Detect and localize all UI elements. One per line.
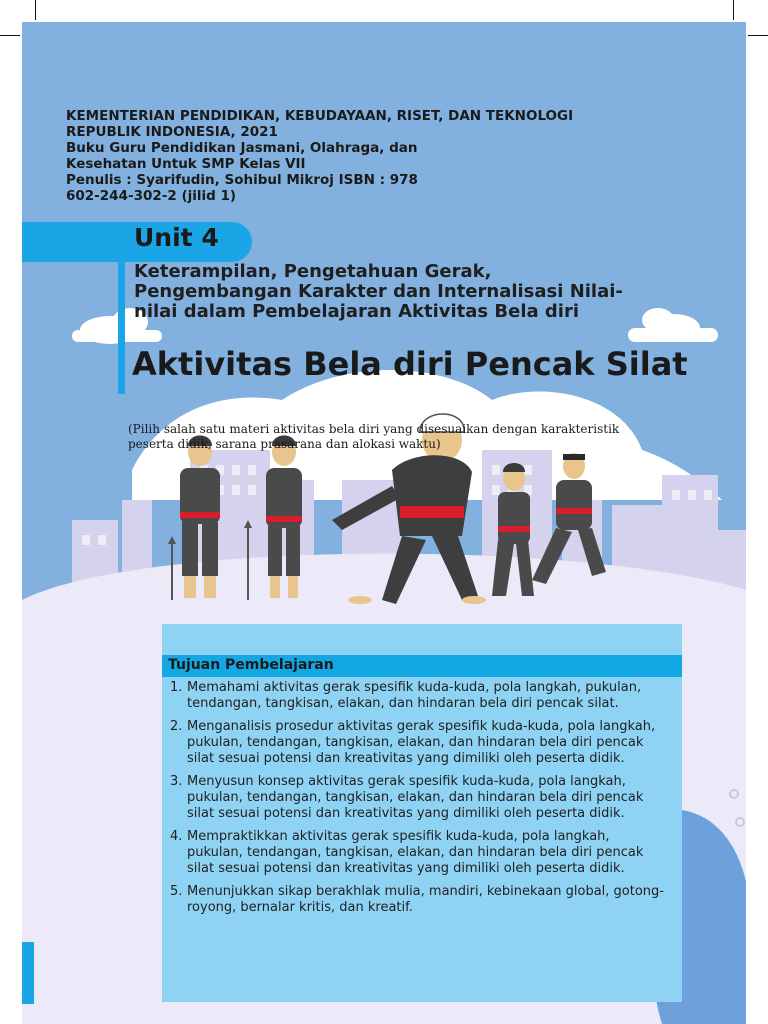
objectives-heading: Tujuan Pembelajaran: [168, 657, 334, 673]
publication-info-line: 602-244-302-2 (jilid 1): [66, 188, 237, 204]
crop-mark: [748, 35, 768, 36]
list-item-text: Mempraktikkan aktivitas gerak spesifik kuda-kuda, pola langkah, pukulan, tendangan, tangkisan, elakan, dan hindaran bela diri pencak silat sesuai potensi dan kreativitas yang dimiliki oleh peserta didik.: [187, 829, 644, 876]
unit-label: Unit 4: [134, 223, 219, 252]
list-item: [170, 884, 666, 916]
list-item-number: 3.: [170, 774, 183, 789]
crop-mark: [0, 35, 20, 36]
list-item-number: 1.: [170, 680, 183, 695]
side-accent-bar: [22, 942, 34, 1004]
list-item: [170, 719, 666, 767]
publication-info-line: KEMENTERIAN PENDIDIKAN, KEBUDAYAAN, RISET, DAN TEKNOLOGI: [66, 108, 574, 124]
list-item-text: Menyusun konsep aktivitas gerak spesifik kuda-kuda, pola langkah, pukulan, tendangan, tangkisan, elakan, dan hindaran bela diri pencak silat sesuai potensi dan kreativitas yang dimiliki oleh peserta didik.: [187, 774, 644, 821]
list-item: [170, 680, 666, 712]
publication-info-line: Buku Guru Pendidikan Jasmani, Olahraga, dan: [66, 140, 418, 156]
unit-subtitle: Keterampilan, Pengetahuan Gerak, Pengembangan Karakter dan Internalisasi Nilai-nilai dalam Pembelajaran Aktivitas Bela diri: [134, 261, 623, 322]
chapter-note: (Pilih salah satu materi aktivitas bela diri yang disesuaikan dengan karakteristik peserta didik, sarana prasarana dan alokasi waktu): [128, 422, 620, 451]
list-item-number: 2.: [170, 719, 183, 734]
publication-info: [66, 108, 626, 204]
list-item-text: Memahami aktivitas gerak spesifik kuda-kuda, pola langkah, pukulan, tendangan, tangkisan, elakan, dan hindaran bela diri pencak silat.: [187, 680, 642, 711]
objectives-list: [170, 680, 666, 923]
accent-bar: [118, 262, 125, 394]
list-item: [170, 829, 666, 877]
list-item-text: Menganalisis prosedur aktivitas gerak spesifik kuda-kuda, pola langkah, pukulan, tendangan, tangkisan, elakan, dan hindaran bela diri pencak silat sesuai potensi dan kreativitas yang dimiliki oleh peserta didik.: [187, 719, 656, 766]
publication-info-line: REPUBLIK INDONESIA, 2021: [66, 124, 278, 140]
chapter-title: Aktivitas Bela diri Pencak Silat: [132, 345, 688, 383]
list-item: [170, 774, 666, 822]
crop-mark: [733, 0, 734, 20]
publication-info-line: Penulis : Syarifudin, Sohibul Mikroj ISBN : 978: [66, 172, 418, 188]
crop-mark: [35, 0, 36, 20]
list-item-text: Menunjukkan sikap berakhlak mulia, mandiri, kebinekaan global, gotong- royong, bernalar kritis, dan kreatif.: [187, 884, 664, 915]
list-item-number: 5.: [170, 884, 183, 899]
publication-info-line: Kesehatan Untuk SMP Kelas VII: [66, 156, 306, 172]
list-item-number: 4.: [170, 829, 183, 844]
